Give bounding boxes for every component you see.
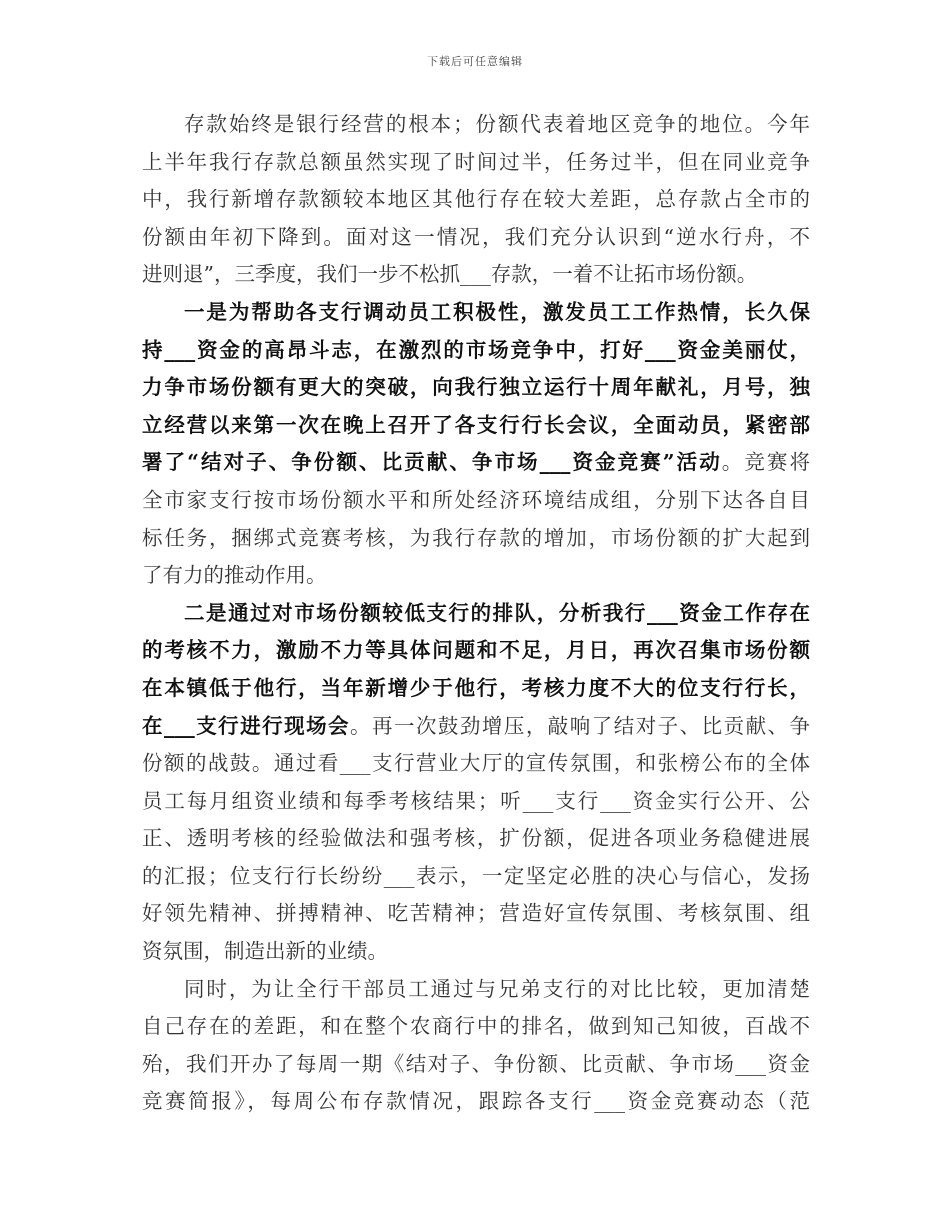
body-text: 好领先精神、拼搏精神、吃苦精神；营造好宣传氛围、考核氛围、组 xyxy=(142,901,810,926)
body-text: 上半年我行存款总额虽然实现了时间过半，任务过半，但在同业竞争 xyxy=(142,149,810,174)
paragraph xyxy=(142,294,810,595)
text-line xyxy=(142,745,810,783)
bold-text: 在___支行进行现场会 xyxy=(142,713,351,738)
body-text: 同时，为让全行干部员工通过与兄弟支行的对比比较，更加清楚 xyxy=(184,976,810,1001)
body-text: 的汇报；位支行行长纷纷___表示，一定坚定必胜的决心与信心，发扬 xyxy=(142,863,810,888)
text-line xyxy=(142,858,810,896)
text-line xyxy=(142,181,810,219)
text-line xyxy=(142,595,810,633)
body-text: 。再一次鼓劲增压，敲响了结对子、比贡献、争 xyxy=(350,713,811,738)
bold-text: 的考核不力，激励不力等具体问题和不足，月日，再次召集市场份额 xyxy=(142,638,810,663)
body-text: 份额的战鼓。通过看___支行营业大厅的宣传氛围，和张榜公布的全体 xyxy=(142,751,810,776)
body-text: 殆，我们开办了每周一期《结对子、争份额、比贡献、争市场___资金 xyxy=(142,1051,810,1076)
text-line xyxy=(142,407,810,445)
document-body xyxy=(142,106,810,1121)
text-line xyxy=(142,708,810,746)
text-line xyxy=(142,1046,810,1084)
text-line xyxy=(142,219,810,257)
bold-text: 持___资金的高昂斗志，在激烈的市场竞争中，打好___资金美丽仗， xyxy=(142,337,810,362)
bold-text: 立经营以来第一次在晚上召开了各支行行长会议，全面动员，紧密部 xyxy=(142,412,810,437)
bold-text: 一是为帮助各支行调动员工积极性，激发员工工作热情，长久保 xyxy=(184,299,810,324)
text-line xyxy=(142,144,810,182)
text-line xyxy=(142,256,810,294)
text-line xyxy=(142,294,810,332)
bold-text: 二是通过对市场份额较低支行的排队，分析我行___资金工作存在 xyxy=(184,600,810,625)
text-line xyxy=(142,820,810,858)
text-line xyxy=(142,1083,810,1121)
bold-text: 在本镇低于他行，当年新增少于他行，考核力度不大的位支行行长， xyxy=(142,675,810,700)
paragraph xyxy=(142,106,810,294)
text-line xyxy=(142,895,810,933)
text-line xyxy=(142,444,810,482)
body-text: 全市家支行按市场份额水平和所处经济环境结成组，分别下达各自目 xyxy=(142,487,810,512)
text-line xyxy=(142,632,810,670)
body-text: 份额由年初下降到。面对这一情况，我们充分认识到“逆水行舟，不 xyxy=(142,224,810,249)
text-line xyxy=(142,482,810,520)
text-line xyxy=(142,971,810,1009)
page-header: 下载后可任意编辑 xyxy=(427,55,523,68)
body-text: 竞赛简报》，每周公布存款情况，跟踪各支行___资金竞赛动态（范 xyxy=(142,1089,810,1114)
paragraph xyxy=(142,595,810,971)
body-text: 自己存在的差距，和在整个农商行中的排名，做到知己知彼，百战不 xyxy=(142,1014,810,1039)
text-line xyxy=(142,520,810,558)
text-line xyxy=(142,332,810,370)
bold-text: 力争市场份额有更大的突破，向我行独立运行十周年献礼，月号，独 xyxy=(142,375,810,400)
text-line xyxy=(142,933,810,971)
text-line xyxy=(142,106,810,144)
body-text: 中，我行新增存款额较本地区其他行存在较大差距，总存款占全市的 xyxy=(142,187,810,212)
text-line xyxy=(142,670,810,708)
body-text: 资氛围，制造出新的业绩。 xyxy=(142,939,388,964)
body-text: 正、透明考核的经验做法和强考核，扩份额，促进各项业务稳健进展 xyxy=(142,826,810,851)
body-text: 。竞赛将 xyxy=(721,450,810,475)
text-line xyxy=(142,557,810,595)
text-line xyxy=(142,369,810,407)
body-text: 了有力的推动作用。 xyxy=(142,563,327,588)
body-text: 标任务，捆绑式竞赛考核，为我行存款的增加，市场份额的扩大起到 xyxy=(142,525,810,550)
body-text: 存款始终是银行经营的根本；份额代表着地区竞争的地位。今年 xyxy=(184,112,810,136)
paragraph xyxy=(142,971,810,1121)
body-text: 进则退”，三季度，我们一步不松抓___存款，一着不让拓市场份额。 xyxy=(142,262,758,287)
bold-text: 署了“结对子、争份额、比贡献、争市场___资金竞赛”活动 xyxy=(142,450,722,475)
text-line xyxy=(142,1008,810,1046)
text-line xyxy=(142,783,810,821)
body-text: 员工每月组资业绩和每季考核结果；听___支行___资金实行公开、公 xyxy=(142,788,810,813)
